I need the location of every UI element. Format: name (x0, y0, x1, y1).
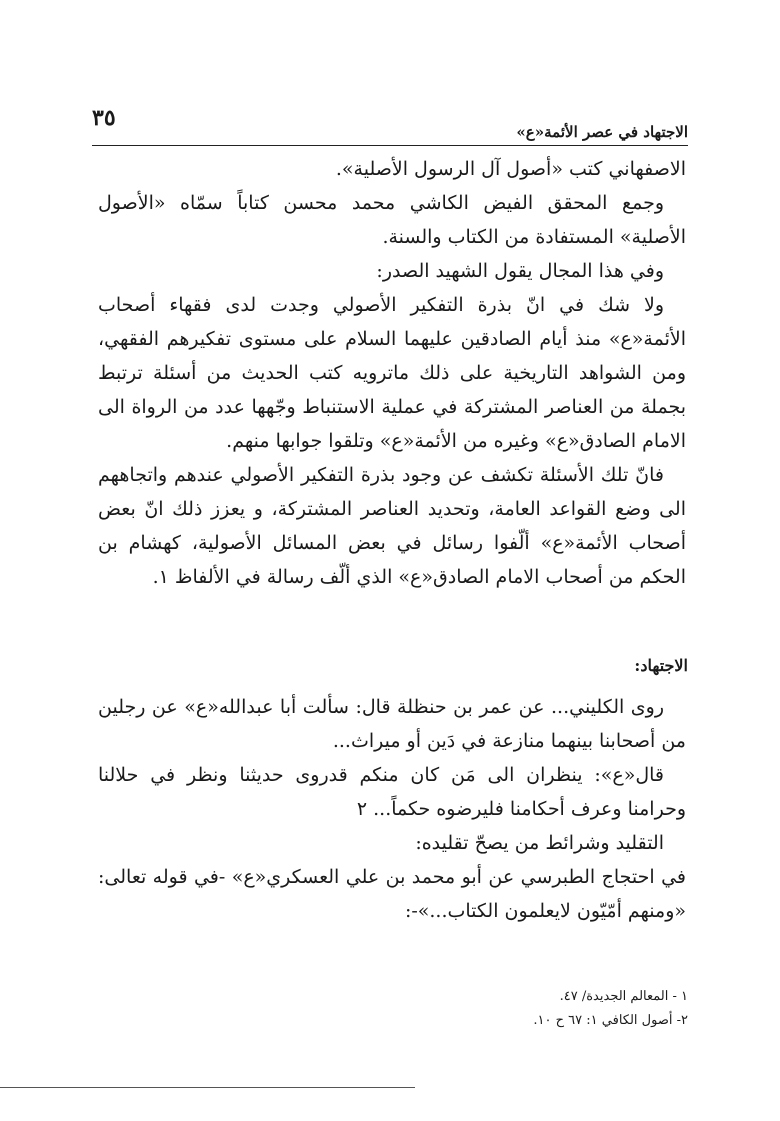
paragraph: في احتجاج الطبرسي عن أبو محمد بن علي العسكري«ع» -في قوله تعالى: «ومنهم أمّيّون لايعلمون الكتاب...»-: (98, 866, 686, 922)
header-divider (92, 145, 688, 146)
quote-paragraph: ولا شك في انّ بذرة التفكير الأصولي وجدت لدى فقهاء أصحاب الأئمة«ع» منذ أيام الصادقين عليهما السلام على مستوى تفكيرهم الفقهي، ومن الشواهد التاريخية على ذلك ماترويه كتب الحديث من أسئلة ترتبط بجملة من العناصر المشتركة في عملية الاستنباط وجّهها عدد من الرواة الى الامام الصادق«ع» وغيره من الأئمة«ع» وتلقوا جوابها منهم. (98, 294, 686, 452)
subheading: التقليد وشرائط من يصحّ تقليده: (415, 832, 664, 854)
section-1-body (98, 152, 686, 594)
section-2-body (98, 690, 686, 928)
footnote: ١ - المعالم الجديدة/ ٤٧. (559, 989, 688, 1004)
paragraph: قال«ع»: ينظران الى مَن كان منكم قدروى حديثنا ونظر في حلالنا وحرامنا وعرف أحكامنا فليرضوه حكماً... ٢ (98, 764, 686, 820)
bottom-divider (0, 1087, 415, 1088)
section-heading: الاجتهاد: (634, 656, 688, 675)
paragraph: روى الكليني... عن عمر بن حنظلة قال: سألت أبا عبدالله«ع» عن رجلين من أصحابنا بينهما منازعة في دَين أو ميراث... (98, 696, 686, 752)
page-number: ٣٥ (92, 105, 116, 131)
paragraph: الاصفهاني كتب «أصول آل الرسول الأصلية». (335, 158, 686, 180)
footnote: ٢- أصول الكافي ١: ٦٧ ح ١٠. (533, 1013, 688, 1028)
running-title: الاجتهاد في عصر الأئمة«ع» (516, 123, 688, 141)
paragraph: وجمع المحقق الفيض الكاشي محمد محسن كتاباً سمّاه «الأصول الأصلية» المستفادة من الكتاب والسنة. (98, 192, 686, 248)
footnotes (100, 985, 688, 1033)
paragraph: وفي هذا المجال يقول الشهيد الصدر: (376, 260, 664, 282)
page-header (92, 105, 688, 145)
paragraph: فانّ تلك الأسئلة تكشف عن وجود بذرة التفكير الأصولي عندهم واتجاههم الى وضع القواعد العامة، وتحديد العناصر المشتركة، و يعزز ذلك انّ بعض أصحاب الأئمة«ع» ألّفوا رسائل في بعض المسائل الأصولية، كهشام بن الحكم من أصحاب الامام الصادق«ع» الذي ألّف رسالة في الألفاظ ١. (98, 464, 686, 588)
